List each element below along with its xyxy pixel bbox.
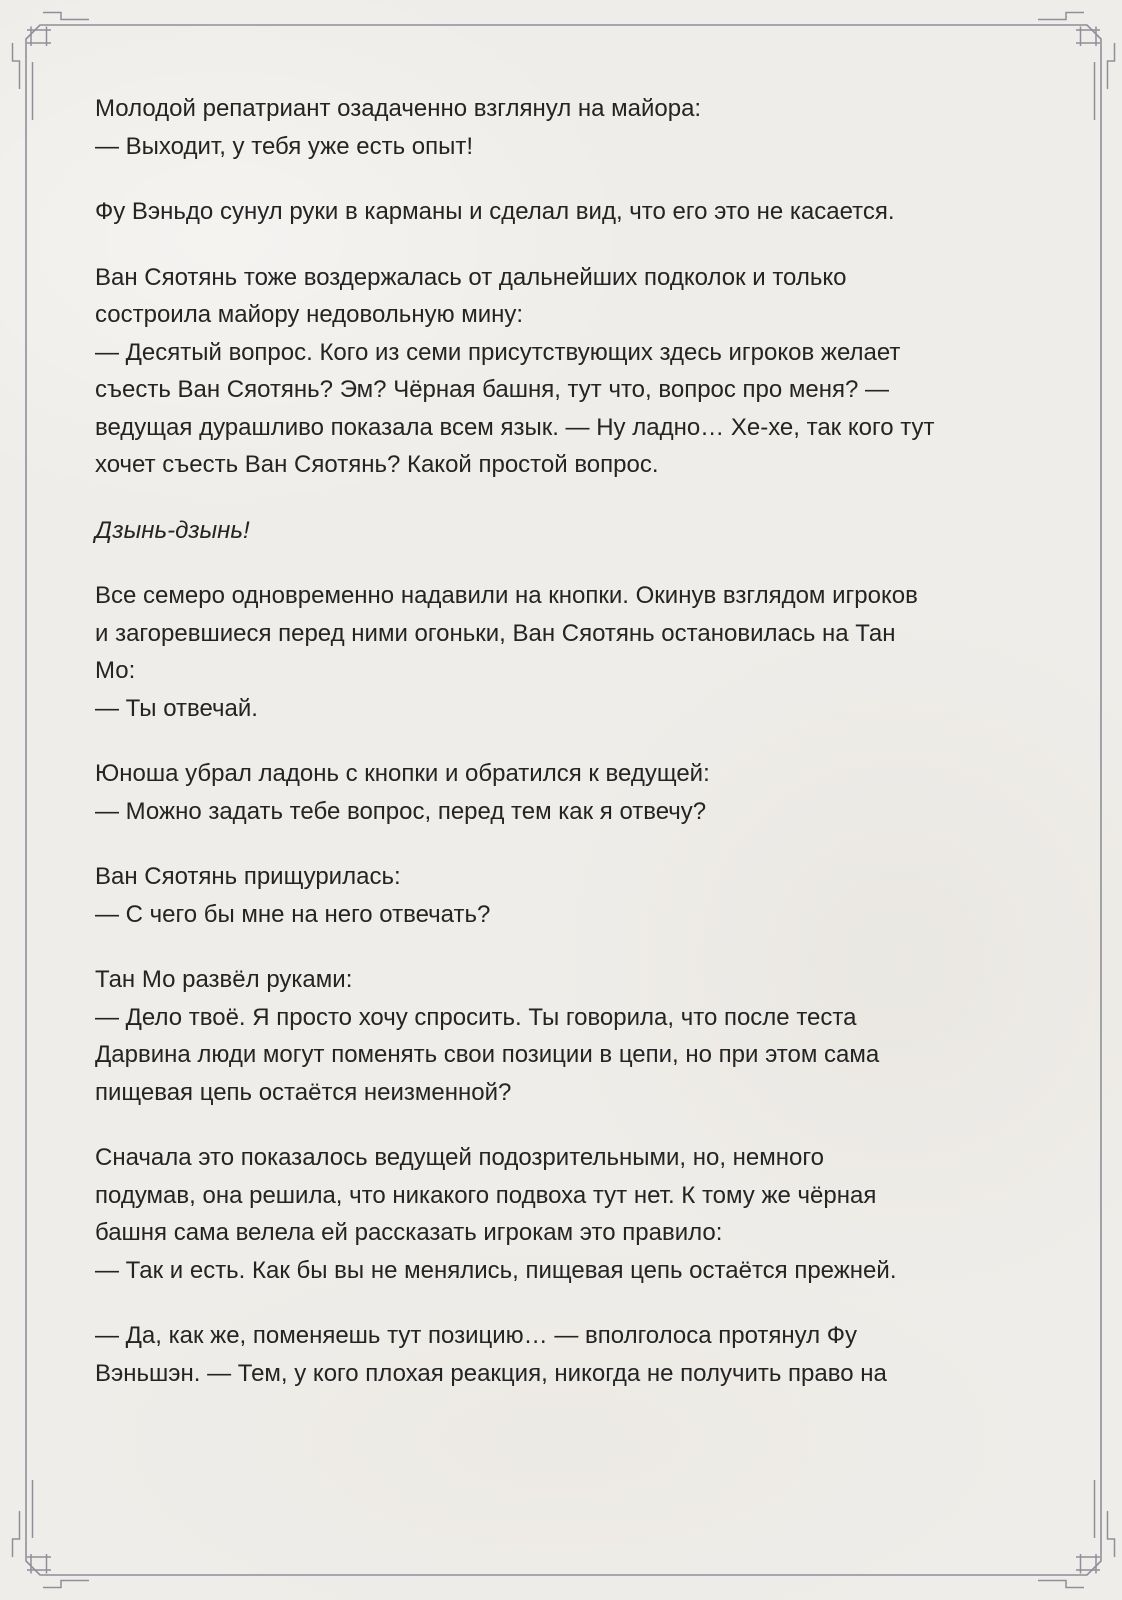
text-line: пищевая цепь остаётся неизменной? [95,1078,512,1106]
text-line: Ван Сяотянь прищурилась: [95,863,401,890]
text-line: и загоревшиеся перед ними огоньки, Ван Сяотянь остановилась на Тан [95,619,896,647]
paragraph [95,193,1025,231]
text-line: — Так и есть. Как бы вы не менялись, пищевая цепь остаётся прежней. [95,1256,897,1284]
text-line: — С чего бы мне на него отвечать? [95,900,491,928]
text-line: съесть Ван Сяотянь? Эм? Чёрная башня, тут что, вопрос про меня? — [95,376,890,403]
paragraph [95,1317,1025,1392]
text-line: Юноша убрал ладонь с кнопки и обратился к ведущей: [95,760,710,787]
text-line: Молодой репатриант озадаченно взглянул на майора: [95,95,702,122]
text-line: — Можно задать тебе вопрос, перед тем как я отвечу? [95,797,707,825]
text-content [95,90,1025,1420]
paragraph [95,512,1025,550]
text-line: ведущая дурашливо показала всем язык. — Ну ладно… Хе-хе, так кого тут [95,413,935,441]
text-line: Дзынь-дзынь! [95,516,250,544]
text-line: Вэньшэн. — Тем, у кого плохая реакция, никогда не получить право на [95,1359,887,1387]
text-line: — Выходит, у тебя уже есть опыт! [95,132,474,160]
text-line: Дарвина люди могут поменять свои позиции в цепи, но при этом сама [95,1041,880,1068]
text-line: Ван Сяотянь тоже воздержалась от дальнейших подколок и только [95,263,847,291]
paragraph [95,90,1025,165]
text-line: Мо: [95,657,136,684]
text-line: Все семеро одновременно надавили на кнопки. Окинув взглядом игроков [95,582,918,609]
paragraph [95,858,1025,933]
paragraph [95,577,1025,727]
text-line: состроила майору недовольную мину: [95,301,524,328]
text-line: хочет съесть Ван Сяотянь? Какой простой вопрос. [95,451,659,478]
text-line: Фу Вэньдо сунул руки в карманы и сделал вид, что его это не касается. [95,198,895,225]
text-line: Сначала это показалось ведущей подозрительными, но, немного [95,1144,824,1171]
text-line: — Дело твоё. Я просто хочу спросить. Ты говорила, что после теста [95,1003,857,1031]
text-line: — Ты отвечай. [95,694,258,722]
text-line: — Да, как же, поменяешь тут позицию… — вполголоса протянул Фу [95,1322,858,1349]
text-line: — Десятый вопрос. Кого из семи присутствующих здесь игроков желает [95,338,901,366]
text-line: Тан Мо развёл руками: [95,966,353,993]
paragraph [95,961,1025,1111]
paragraph [95,259,1025,484]
text-line: подумав, она решила, что никакого подвоха тут нет. К тому же чёрная [95,1181,877,1209]
text-line: башня сама велела ей рассказать игрокам это правило: [95,1219,723,1246]
paragraph [95,755,1025,830]
paragraph [95,1139,1025,1289]
